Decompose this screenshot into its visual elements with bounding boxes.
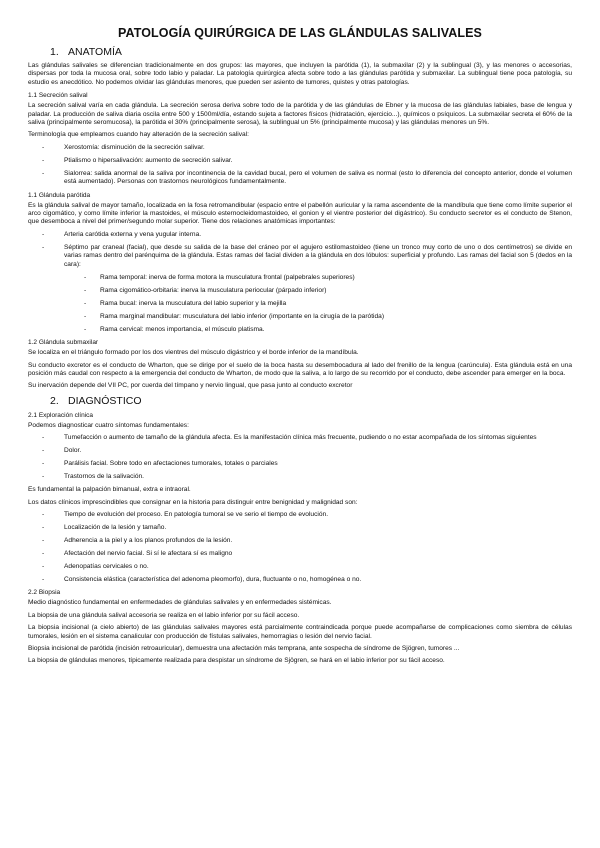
- paragraph: Medio diagnóstico fundamental en enfermedades de glándulas salivales y en enfermedades sistémicas.: [28, 599, 332, 607]
- paragraph: La biopsia incisional (a cielo abierto) de las glándulas salivales mayores está parcialmente contraindicada porque puede acompañarse de complicaciones como siembra de células tumorales, lesión en el sistema canalicular con producción de fístulas salivales, hemorragias o lesión del nervio facial.: [28, 624, 572, 640]
- list-item: - Rama cervical: menos importancia, el músculo platisma.: [28, 326, 572, 334]
- document-page: [28, 24, 572, 670]
- list-item: - Dolor.: [28, 447, 572, 455]
- list-item: - Rama bucal: inerva la musculatura del labio superior y la mejilla: [28, 300, 572, 308]
- paragraph: Su inervación depende del VII PC, por cuerda del tímpano y nervio lingual, que pasa junto al conducto excretor: [28, 382, 353, 390]
- document-title: PATOLOGÍA QUIRÚRGICA DE LAS GLÁNDULAS SALIVALES: [118, 26, 482, 40]
- list-item: - Localización de la lesión y tamaño.: [28, 524, 572, 532]
- list-item: - Trastornos de la salivación.: [28, 473, 572, 481]
- section-number: 2.: [50, 394, 59, 407]
- list-item: - Tiempo de evolución del proceso. En patología tumoral se ve serio el tiempo de evolución.: [28, 511, 572, 519]
- subsection-heading: 2.1 Exploración clínica: [28, 411, 94, 419]
- list-item: - Ptialismo o hipersalivación: aumento de secreción salivar.: [28, 157, 572, 165]
- section-title: DIAGNÓSTICO: [68, 394, 142, 407]
- paragraph: La secreción salival varía en cada glándula. La secreción serosa deriva sobre todo de la parótida y de las glándulas de Ebner y la mucosa de las glándulas labiales, base de lengua y paladar. La producción de saliva diaria oscila entre 500 y 1500ml/día, estando sujeta a factores físicos (hidratación, ejercicio...), químicos o psíquicos. La submaxilar secreta el 60% de la saliva (principalmente seromucosa), la parótida el 30% (principalmente serosa), la sublingual un 5% (principalmente mucosa) y las glándulas menores un 5%.: [28, 102, 572, 127]
- list-item: - Parálisis facial. Sobre todo en afectaciones tumorales, totales o parciales: [28, 460, 572, 468]
- list-item: - Rama temporal: inerva de forma motora la musculatura frontal (palpebrales superiores): [28, 274, 572, 282]
- list-item: - Consistencia elástica (característica del adenoma pleomorfo), dura, fluctuante o no, homogénea o no.: [28, 576, 572, 584]
- paragraph: Podemos diagnosticar cuatro síntomas fundamentales:: [28, 421, 189, 429]
- subsection-heading: 1.1 Glándula parótida: [28, 191, 91, 199]
- paragraph: Las glándulas salivales se diferencian tradicionalmente en dos grupos: las mayores, que incluyen la parótida (1), la submaxilar (2) y la sublingual (3), y las menores o accesorias, dispersas por toda la mucosa oral, sobre todo labio y paladar. La patología quirúrgica afecta sobre todo a las glándulas parótida y submaxilar. La sublingual tiene poca patología, su estudio es anecdótico. No podemos olvidar las glándulas menores, que pueden ser asiento de tumores, quistes y otras patologías.: [28, 62, 572, 86]
- list-item: - Séptimo par craneal (facial), que desde su salida de la base del cráneo por el agujero estilomastoideo (tiene un tronco muy corto de uno o dos centímetros) se divide en varias ramas dentro del parénquima de la glándula. Estas ramas del facial dividen a la glándula en dos lóbulos: superficial y profundo. Las ramas del facial son 5 (dedos en la cara):: [28, 244, 572, 269]
- list-item: - Sialorrea: salida anormal de la saliva por incontinencia de la cavidad bucal, pero el volumen de saliva es normal (esto lo diferencia del concepto anterior, donde el volumen está aumentado). Personas con trastornos neurológicos fundamentalmente.: [28, 170, 572, 187]
- list-item: - Arteria carótida externa y vena yugular interna.: [28, 231, 572, 239]
- list-item: - Afectación del nervio facial. Si sí le afectara sí es maligno: [28, 550, 572, 558]
- list-item: - Adenopatías cervicales o no.: [28, 563, 572, 571]
- list-item: - Rama cigomático-orbitaria: inerva la musculatura periocular (párpado inferior): [28, 287, 572, 295]
- section-number: 1.: [50, 46, 59, 58]
- list-item: - Adherencia a la piel y a los planos profundos de la lesión.: [28, 537, 572, 545]
- terms-list: [28, 144, 572, 187]
- paragraph: Se localiza en el triángulo formado por los dos vientres del músculo digástrico y el borde inferior de la mandíbula.: [28, 349, 359, 357]
- list-item: - Tumefacción o aumento de tamaño de la glándula afecta. Es la manifestación clínica más frecuente, pudiendo o no estar acompañada de los síntomas siguientes: [28, 434, 572, 442]
- paragraph: Es la glándula salival de mayor tamaño, localizada en la fosa retromandibular (espacio entre el pabellón auricular y la rama ascendente de la mandíbula que tiene como límite superior el arco cigomático, y como límite inferior la mastoides, el músculo esternocleidomastoideo, el gonion y el vientre posterior del digástrico). Su conducto secretor es el conducto de Stenon, que desemboca a nivel del primer/segundo molar superior. Tiene dos relaciones anatómicas importantes:: [28, 201, 572, 226]
- subsection-heading: 1.2 Glándula submaxilar: [28, 339, 99, 347]
- paragraph: Terminología que empleamos cuando hay alteración de la secreción salival:: [28, 131, 250, 139]
- paragraph: La biopsia de glándulas menores, típicamente realizada para despistar un síndrome de Sjögren, se hará en el labio inferior por su fácil acceso.: [28, 657, 445, 665]
- paragraph: Su conducto excretor es el conducto de Wharton, que se dirige por el suelo de la boca hasta su desembocadura al lado del frenillo de la lengua (carúncula). Esta glándula está en una posición más caudal con respecto a la emergencia del conducto de Wharton, de modo que la saliva, a lo largo de su recorrido por el conducto, debe ascender para emerger en la boca.: [28, 361, 572, 377]
- subsection-heading: 2.2 Biopsia: [28, 589, 61, 597]
- section-heading-anatomia: [50, 46, 572, 58]
- paragraph: Los datos clínicos imprescindibles que consignar en la historia para distinguir entre benignidad y malignidad son:: [28, 498, 358, 506]
- symptoms-list: [28, 434, 572, 481]
- list-item: - Xerostomía: disminución de la secreción salivar.: [28, 144, 572, 152]
- subsection-heading: 1.1 Secreción salival: [28, 92, 88, 100]
- paragraph: Es fundamental la palpación bimanual, extra e intraoral.: [28, 486, 191, 494]
- paragraph: Biopsia incisional de parótida (incisión retroauricular), demuestra una afectación más temprana, ante sospecha de síndrome de Sjögren, tumores ...: [28, 644, 460, 652]
- facial-branches-list: [28, 274, 572, 334]
- relations-list: [28, 231, 572, 269]
- list-item: - Rama marginal mandibular: musculatura del labio inferior (importante en la cirugía de la parótida): [28, 313, 572, 321]
- section-heading-diagnostico: [50, 395, 572, 407]
- section-title: ANATOMÍA: [68, 46, 122, 58]
- clinical-data-list: [28, 511, 572, 584]
- paragraph: La biopsia de una glándula salival accesoria se realiza en el labio inferior por su fácil acceso.: [28, 611, 300, 619]
